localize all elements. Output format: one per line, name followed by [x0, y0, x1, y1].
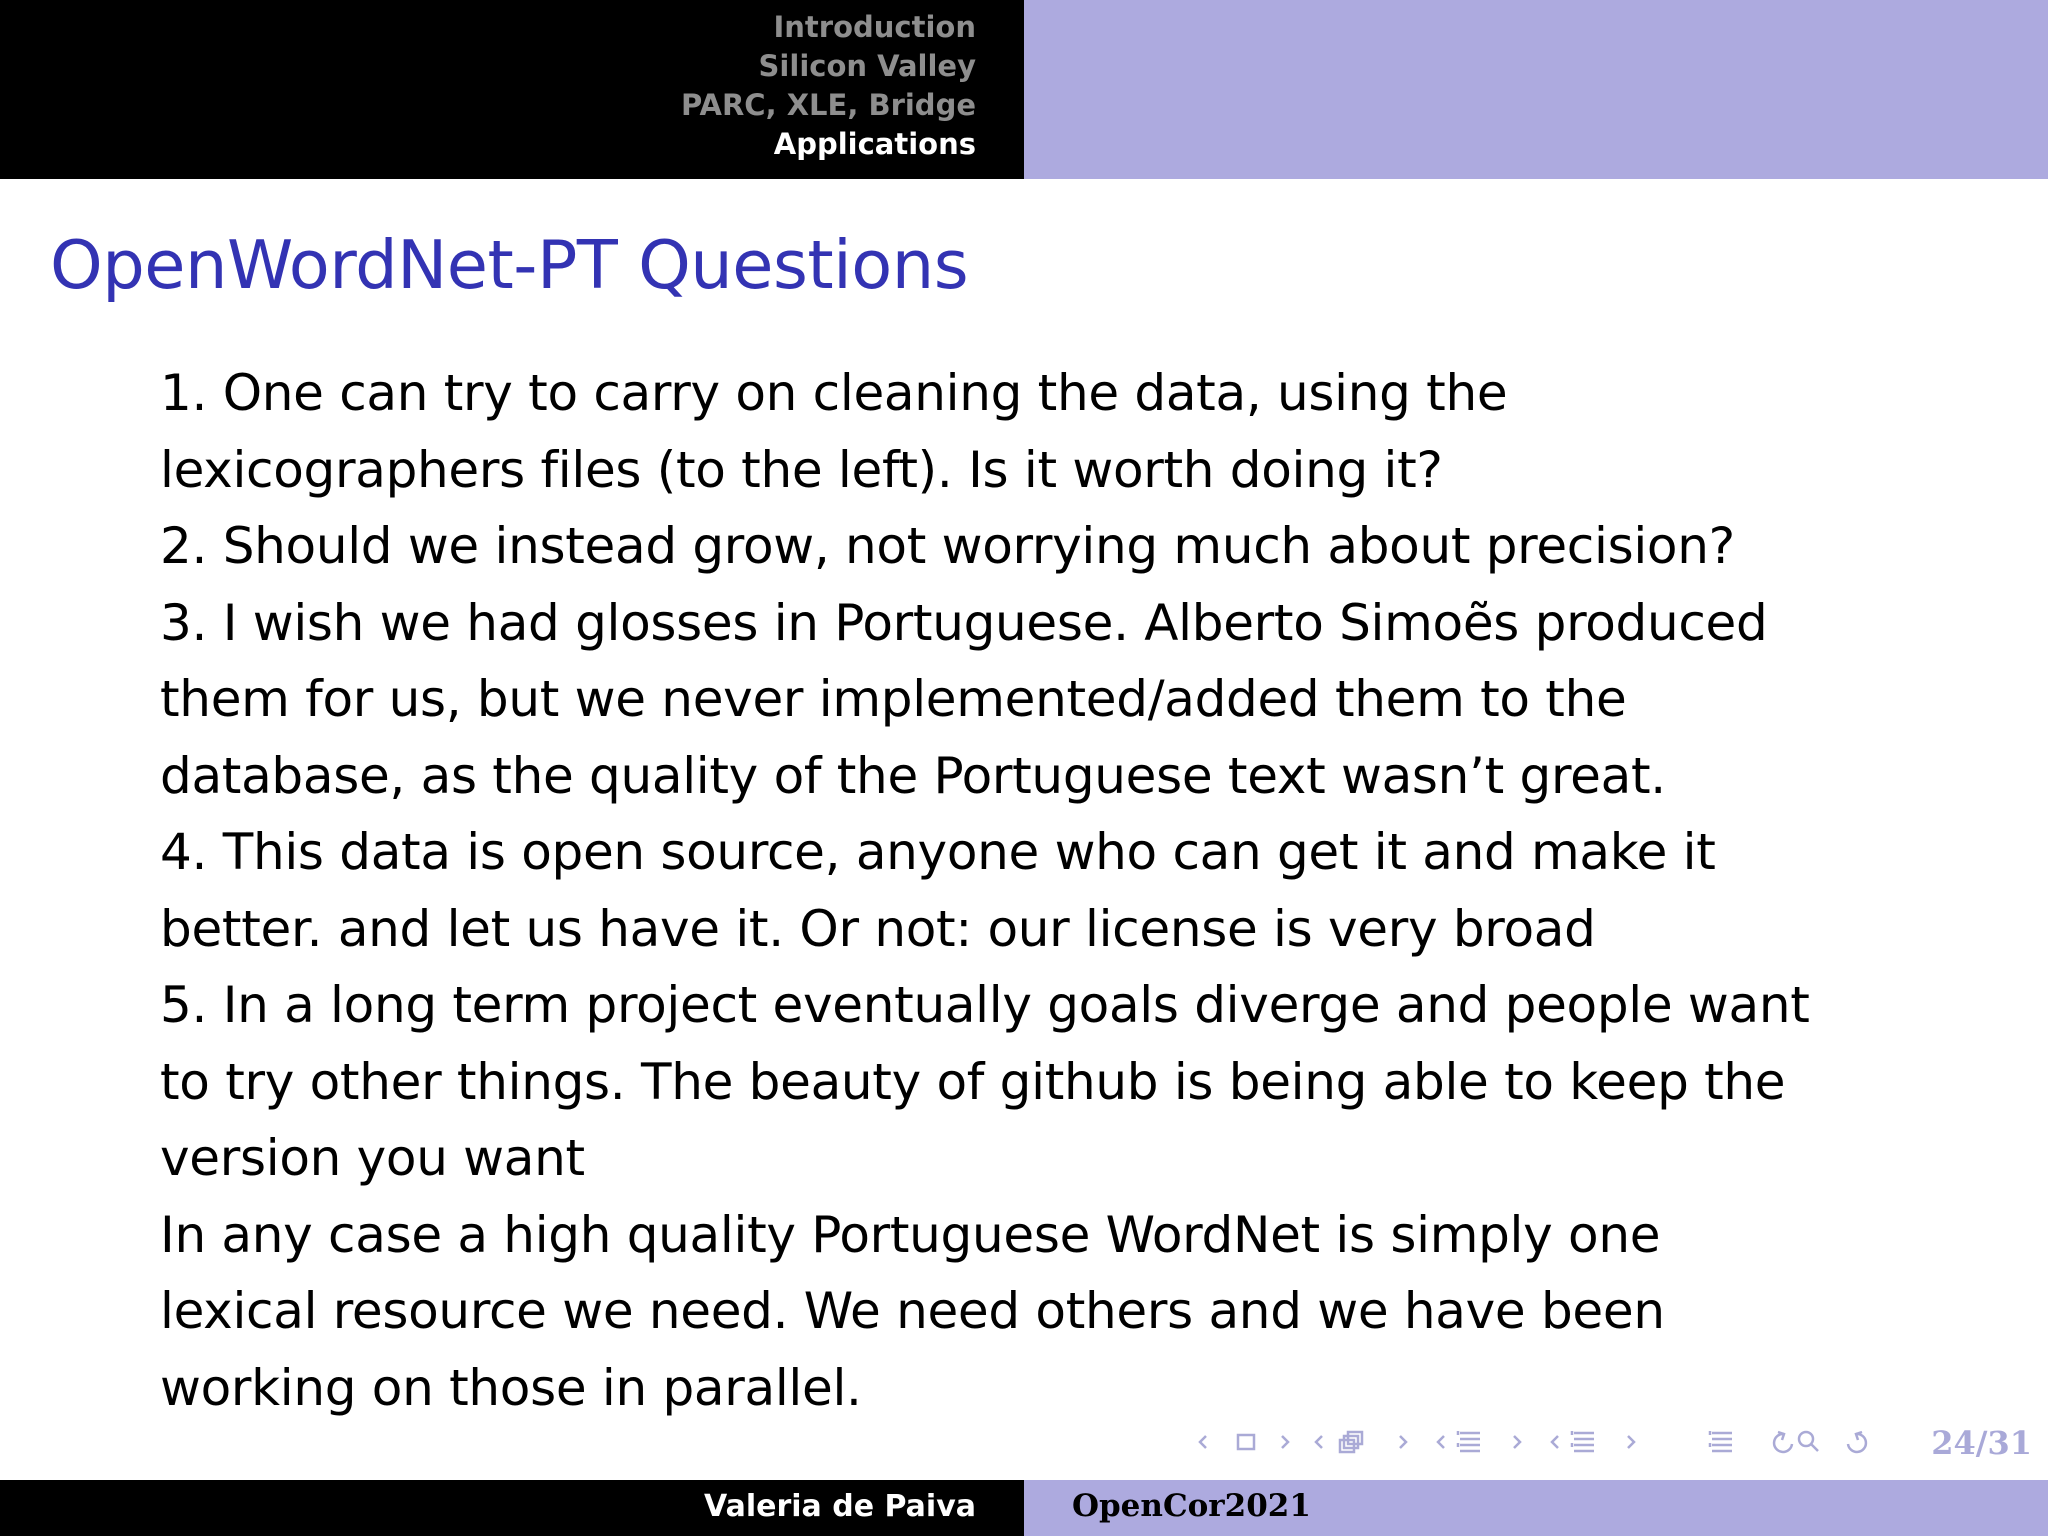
document-section-icon[interactable] — [1572, 1431, 1594, 1451]
content-line: 2. Should we instead grow, not worrying much about precision? — [160, 517, 1735, 575]
content-line: lexicographers files (to the left). Is it worth doing it? — [160, 440, 1443, 499]
frame-title: OpenWordNet-PT Questions — [50, 226, 969, 304]
navigation-symbols — [1194, 1420, 1874, 1464]
content-line: database, as the quality of the Portuguese text wasn’t great. — [160, 746, 1666, 805]
prev-frame-icon[interactable] — [1200, 1436, 1206, 1448]
content-line: In any case a high quality Portuguese WordNet is simply one — [160, 1205, 1661, 1264]
content-line: 5. In a long term project eventually goals diverge and people want — [160, 976, 1810, 1034]
content-line: working on those in parallel. — [160, 1358, 862, 1417]
frame-icon[interactable] — [1238, 1435, 1254, 1449]
page-number: 24/31 — [1931, 1424, 2032, 1462]
next-section-icon[interactable] — [1514, 1436, 1520, 1448]
back-icon[interactable] — [1774, 1432, 1792, 1452]
next-frame-icon[interactable] — [1282, 1436, 1288, 1448]
content-line: 1. One can try to carry on cleaning the data, using the — [160, 364, 1508, 422]
nav-section-silicon-valley[interactable]: Silicon Valley — [758, 49, 976, 83]
nav-section-applications[interactable]: Applications — [773, 127, 976, 161]
subsection-icon[interactable] — [1340, 1432, 1362, 1452]
nav-section-parc-xle-bridge[interactable]: PARC, XLE, Bridge — [680, 88, 976, 122]
section-icon[interactable] — [1458, 1431, 1480, 1451]
nav-section-introduction[interactable]: Introduction — [773, 10, 976, 44]
content-line: 4. This data is open source, anyone who can get it and make it — [160, 823, 1716, 881]
content-line: version you want — [160, 1129, 585, 1187]
next-section-icon-2[interactable] — [1628, 1436, 1634, 1448]
document-icon[interactable] — [1710, 1431, 1732, 1451]
next-subsection-icon[interactable] — [1400, 1436, 1406, 1448]
content-line: to try other things. The beauty of github is being able to keep the — [160, 1052, 1786, 1111]
forward-icon[interactable] — [1834, 1420, 1874, 1464]
header-bar — [0, 0, 2048, 179]
footer-bar — [0, 1480, 2048, 1536]
content-line: them for us, but we never implemented/added them to the — [160, 670, 1627, 728]
content-line: lexical resource we need. We need others and we have been — [160, 1282, 1665, 1340]
prev-subsection-icon[interactable] — [1316, 1436, 1322, 1448]
header-subsection-panel — [1024, 0, 2048, 179]
content-line: 3. I wish we had glosses in Portuguese. Alberto Simoẽs produced — [160, 593, 1768, 652]
prev-section-icon-2[interactable] — [1552, 1436, 1558, 1448]
content-line: better. and let us have it. Or not: our license is very broad — [160, 899, 1596, 958]
footer-author-panel — [0, 1480, 1024, 1536]
section-navigation — [681, 8, 976, 164]
footer-event-panel — [1024, 1480, 2048, 1536]
prev-section-icon[interactable] — [1438, 1436, 1444, 1448]
footer-author: Valeria de Paiva — [704, 1489, 976, 1524]
frame-content — [160, 355, 2020, 1426]
navigation-symbols-svg — [1194, 1420, 1834, 1464]
header-section-panel — [0, 0, 1024, 179]
search-icon[interactable] — [1799, 1432, 1818, 1451]
footer-event: OpenCor2021 — [1072, 1488, 1311, 1524]
